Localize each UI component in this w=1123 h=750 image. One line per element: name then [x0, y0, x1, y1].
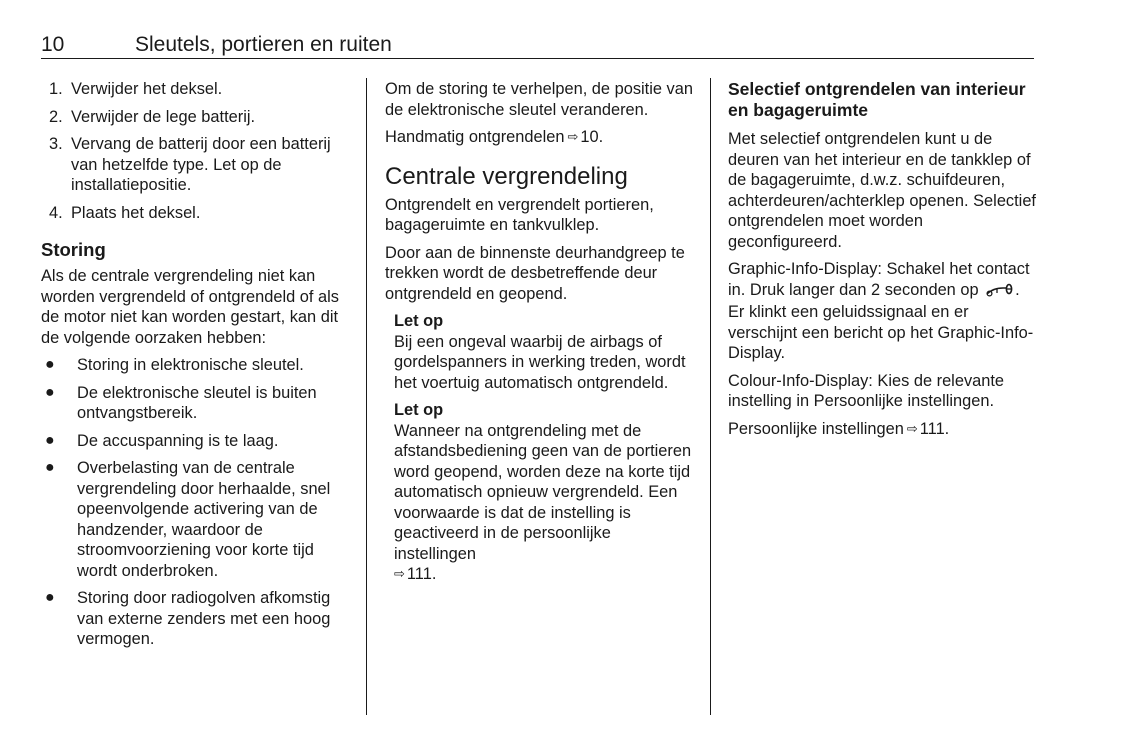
note-title: Let op	[394, 401, 444, 419]
list-item: ● Storing in elektronische sleutel.	[45, 356, 304, 374]
paragraph: Colour-Info-Display: Kies de relevante instelling in Persoonlijke instellingen.	[728, 371, 1005, 410]
page-reference-icon: ⇨	[567, 129, 579, 144]
cross-reference[interactable]: Handmatig ontgrendelen ⇨ 10.	[385, 128, 604, 146]
paragraph: Graphic-Info-Display: Schakel het contact in. Druk langer dan 2 seconden op . Er klinkt een geluidssignaal en er verschijnt een bericht op het Graphic-Info-Display.	[728, 260, 1034, 362]
column-divider-1	[366, 78, 367, 715]
column-right	[728, 79, 1038, 446]
page-number: 10	[41, 33, 65, 56]
header-divider	[41, 58, 1034, 59]
list-item: 2. Verwijder de lege batterij.	[49, 107, 256, 126]
bullet-icon: ●	[45, 356, 55, 373]
bullet-icon: ●	[45, 589, 55, 606]
note-title: Let op	[394, 312, 444, 330]
note-box	[385, 311, 697, 393]
column-left	[41, 79, 353, 657]
list-item: ● Storing door radiogolven afkomstig van externe zenders met een hoog vermogen.	[45, 589, 331, 648]
key-unlock-icon	[984, 281, 1014, 303]
paragraph: Met selectief ontgrendelen kunt u de deuren van het interieur en de tankklep of de bagageruimte, d.w.z. schuifdeuren, achterdeuren/achterklep openen. Selectief ontgrendelen moet worden geconfigureerd.	[728, 130, 1036, 251]
section-heading-centrale-vergrendeling: Centrale vergrendeling	[385, 162, 628, 190]
cross-reference[interactable]: Persoonlijke instellingen ⇨ 111.	[728, 419, 950, 438]
section-heading-selectief-ontgrendelen: Selectief ontgrendelen van interieur en bagageruimte	[728, 79, 1026, 120]
list-item: 3. Vervang de batterij door een batterij van hetzelfde type. Let op de installatiepositie.	[49, 135, 331, 194]
page-reference-icon: ⇨	[906, 420, 918, 436]
bullet-icon: ●	[45, 459, 55, 476]
page-title: Sleutels, portieren en ruiten	[135, 33, 392, 56]
note-box	[385, 400, 697, 585]
paragraph: Door aan de binnenste deurhandgreep te trekken wordt de desbetreffende deur ontgrendeld en geopend.	[385, 243, 685, 303]
paragraph: Als de centrale vergrendeling niet kan worden vergrendeld of ontgrendeld of als de motor niet kan worden gestart, kan dit de volgende oorzaken hebben:	[41, 267, 339, 347]
section-heading-storing: Storing	[41, 239, 106, 260]
paragraph: Om de storing te verhelpen, de positie van de elektronische sleutel veranderen.	[385, 80, 693, 119]
bullet-icon: ●	[45, 431, 55, 449]
note-text: Bij een ongeval waarbij de airbags of gordelspanners in werking treden, wordt het voertuig automatisch ontgrendeld.	[394, 332, 686, 392]
list-item: ● Overbelasting van de centrale vergrendeling door herhaalde, snel opeenvolgende activering van de handzender, waardoor de stroomvoorziening voor korte tijd wordt onderbroken.	[45, 459, 331, 580]
column-middle	[385, 79, 697, 592]
note-text: Wanneer na ontgrendeling met de afstandsbediening geen van de portieren word geopend, worden deze na korte tijd automatisch opnieuw vergrendeld. Een voorwaarde is dat de instelling is geactiveerd in de persoonlijke instellingen ⇨ 111.	[394, 421, 692, 583]
list-item: ● De accuspanning is te laag.	[45, 431, 279, 450]
paragraph: Ontgrendelt en vergrendelt portieren, bagageruimte en tankvulklep.	[385, 195, 654, 234]
list-item: 4. Plaats het deksel.	[49, 203, 201, 222]
causes-list	[41, 355, 353, 650]
battery-steps-list	[41, 79, 353, 223]
bullet-icon: ●	[45, 383, 55, 401]
list-item: ● De elektronische sleutel is buiten ontvangstbereik.	[45, 383, 317, 422]
page-reference-icon: ⇨	[394, 566, 405, 581]
list-item: 1. Verwijder het deksel.	[49, 80, 223, 98]
column-divider-2	[710, 78, 711, 715]
